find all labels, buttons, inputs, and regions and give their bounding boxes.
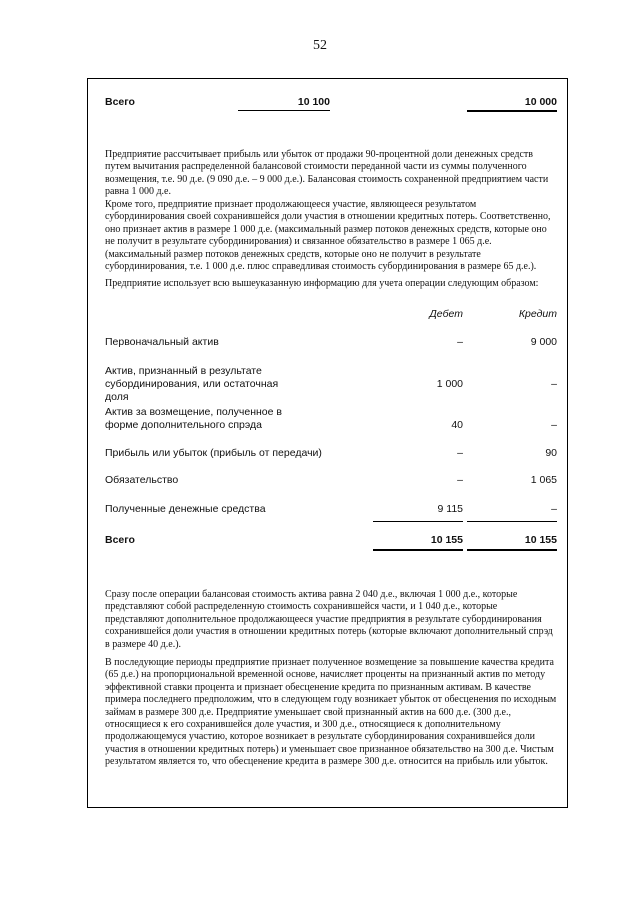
- table-total-credit: 10 155: [524, 534, 557, 546]
- row-label-initial-asset: Первоначальный актив: [105, 336, 219, 348]
- top-total-credit-rule: [467, 110, 557, 112]
- row-debit-initial-asset: –: [457, 336, 463, 348]
- top-total-debit-rule: [238, 110, 330, 111]
- top-total-debit: 10 100: [297, 96, 330, 108]
- paragraph-2: Кроме того, предприятие признает продолжающееся участие, являющееся результатом субординирования своей сохранившейся доли участия в отношении кредитных потерь. Соответственно, оно признает актив в размере 1 000 д.е. (максимальный размер потоков денежных средств, которые оно не получит в результате субординирования) и связанное обязательство в размере 1 065 д.е. (максимальный размер потоков денежных средств, которые оно не получит в результате субординирования, т.е. 1 000 д.е. плюс справедливая стоимость субординирования в размере 65 д.е.).: [105, 199, 551, 273]
- top-total-credit: 10 000: [524, 96, 557, 108]
- table-total-label: Всего: [105, 534, 135, 546]
- paragraph-5: В последующие периоды предприятие признает полученное возмещение за повышение качества кредита (65 д.е.) на пропорциональной временной основе, начисляет проценты на признанный актив по методу эффективной ставки процента и признает обесценение кредита по признанным активам. В качестве примера последнего предположим, что в следующем году возникает убыток от обесценения по исходным займам в размере 300 д.е. Предприятие уменьшает свой признанный актив на 600 д.е. (300 д.е., относящиеся к его сохранившейся доле участия, и 300 д.е., относящиеся к дополнительному продолжающемуся участию, которое возникает в результате субординирования сохранившейся доли участия в отношении кредитных потерь) и уменьшает свое признанное обязательство на 300 д.е. Чистым результатом является то, что обесценение кредита в размере 300 д.е. относится на прибыль или убыток.: [105, 657, 557, 768]
- row-label-profit-loss: Прибыль или убыток (прибыль от передачи): [105, 447, 322, 459]
- content-frame: [87, 78, 568, 808]
- row-credit-liability: 1 065: [530, 474, 557, 486]
- row-debit-profit-loss: –: [457, 447, 463, 459]
- row-credit-spread-asset: –: [551, 419, 557, 431]
- total-credit-double-rule: [467, 549, 557, 551]
- row-label-cash-received: Полученные денежные средства: [105, 503, 266, 515]
- row-credit-subordination-asset: –: [551, 378, 557, 390]
- row-debit-liability: –: [457, 474, 463, 486]
- header-credit: Кредит: [518, 308, 557, 320]
- row-credit-profit-loss: 90: [545, 447, 557, 459]
- paragraph-3: Предприятие использует всю вышеуказанную информацию для учета операции следующим образом:: [105, 278, 539, 289]
- paragraph-1: Предприятие рассчитывает прибыль или убыток от продажи 90-процентной доли денежных средств путем вычитания распределенной балансовой стоимости переданной части из суммы полученного возмещения, т.е. 90 д.е. (9 090 д.е. – 9 000 д.е.). Балансовая стоимость сохраненной предприятием части равна 1 000 д.е.: [105, 149, 549, 198]
- row-label-subordination-asset: Актив, признанный в результате субординирования, или остаточная доля: [105, 365, 279, 403]
- subtotal-credit-rule: [467, 521, 557, 522]
- row-label-liability: Обязательство: [105, 474, 179, 486]
- total-debit-double-rule: [373, 549, 463, 551]
- header-debit: Дебет: [429, 308, 463, 320]
- table-total-debit: 10 155: [430, 534, 463, 546]
- page-number: 52: [313, 38, 327, 53]
- paragraph-4: Сразу после операции балансовая стоимость актива равна 2 040 д.е., включая 1 000 д.е., которые представляют собой распределенную стоимость сохранившейся части, и 1 040 д.е., которые представляют дополнительное продолжающееся участие предприятия в результате субординирования сохранившейся доли участия в отношении кредитных потерь (которые включают дополнительный спрэд в размере 40 д.е.).: [105, 589, 553, 650]
- top-total-label: Всего: [105, 96, 135, 108]
- row-credit-initial-asset: 9 000: [530, 336, 557, 348]
- row-label-spread-asset: Актив за возмещение, полученное в форме дополнительного спрэда: [105, 406, 282, 431]
- subtotal-debit-rule: [373, 521, 463, 522]
- row-debit-subordination-asset: 1 000: [436, 378, 463, 390]
- row-debit-cash-received: 9 115: [437, 503, 463, 515]
- row-credit-cash-received: –: [551, 503, 557, 515]
- row-debit-spread-asset: 40: [451, 419, 463, 431]
